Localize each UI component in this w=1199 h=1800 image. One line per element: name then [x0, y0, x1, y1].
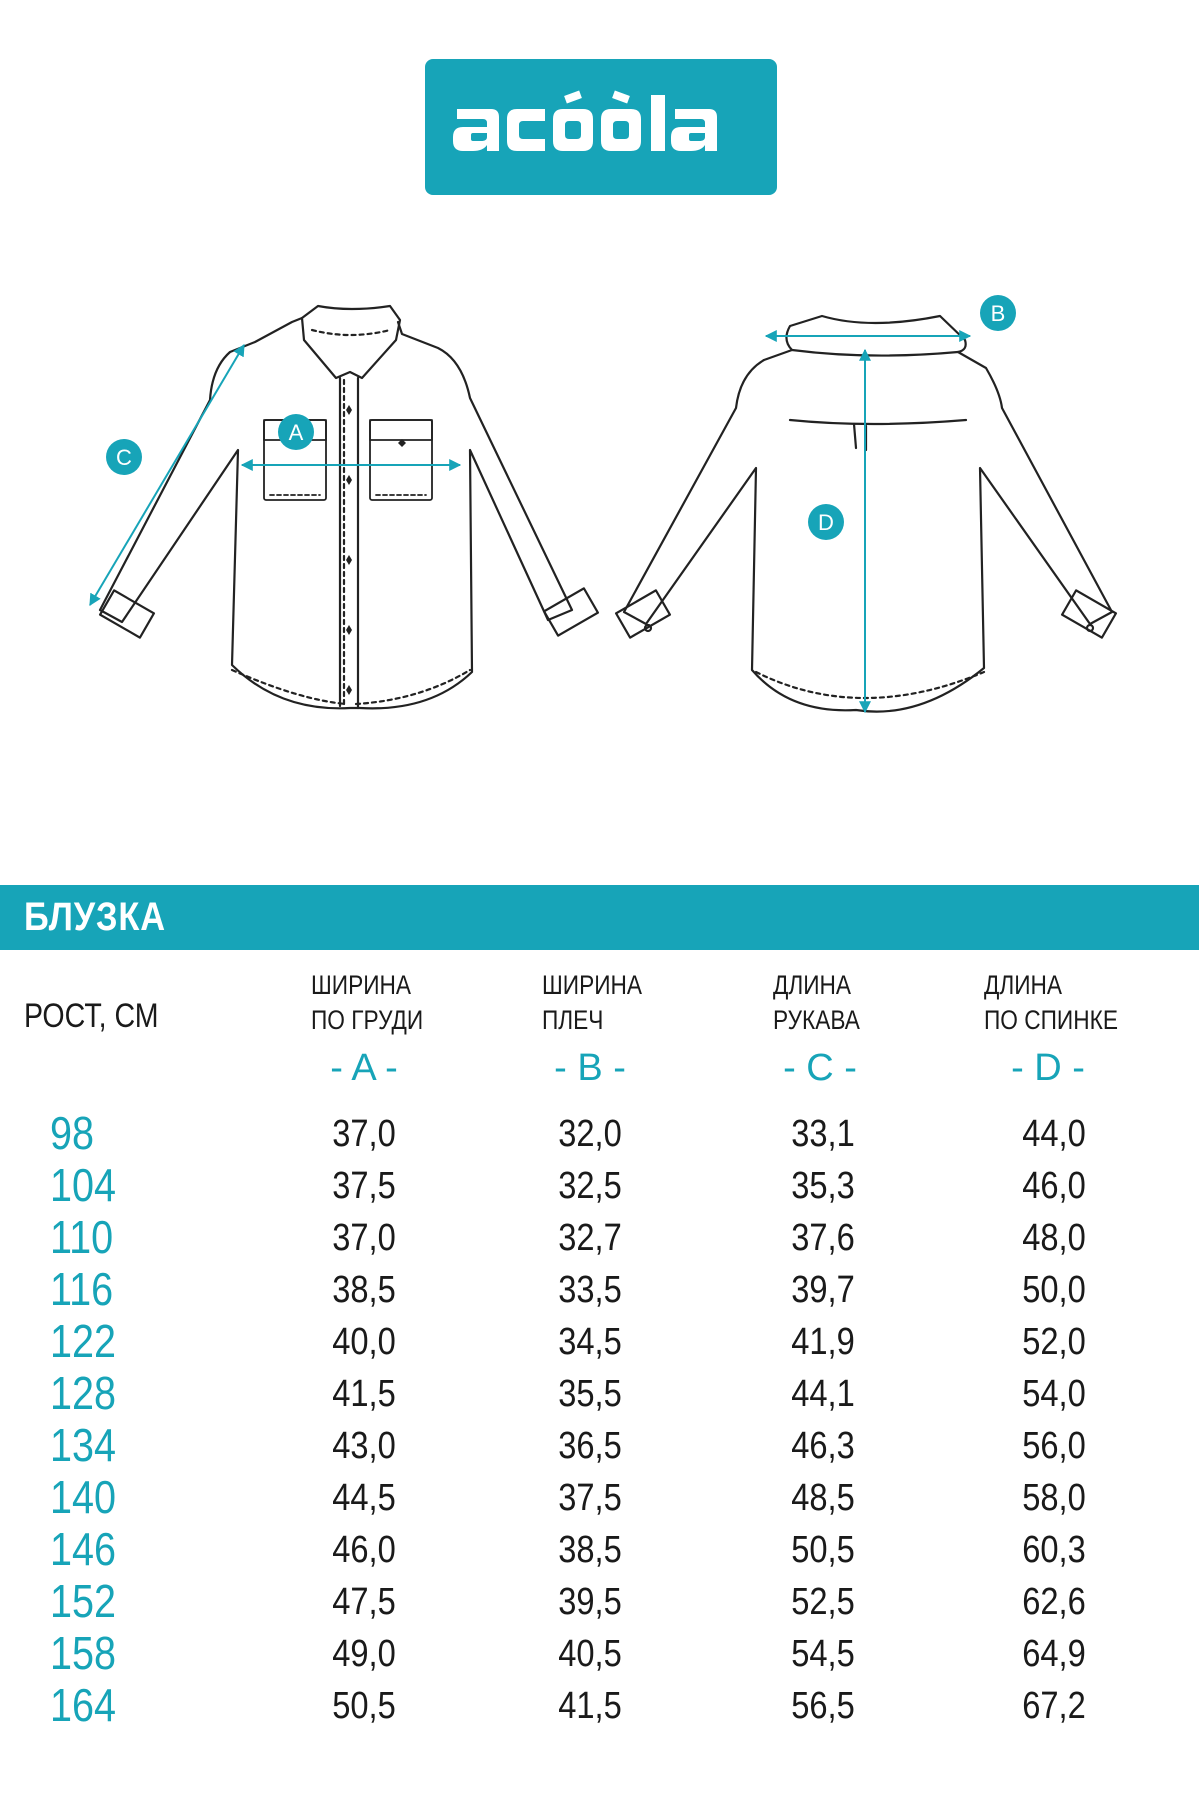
- row-value-b: 39,5: [558, 1581, 622, 1623]
- label-a: A: [288, 420, 304, 445]
- row-value-d: 54,0: [1022, 1373, 1086, 1415]
- col-letter-c: - C -: [783, 1047, 857, 1089]
- row-value-d: 64,9: [1022, 1633, 1086, 1675]
- row-height-cell: 152: [50, 1575, 117, 1627]
- row-value-b: 36,5: [558, 1425, 622, 1467]
- row-value-b: 32,7: [558, 1217, 622, 1259]
- row-value-c: 35,3: [791, 1165, 855, 1207]
- col-header-c-line1: ДЛИНА: [773, 970, 852, 1000]
- row-value-a: 37,5: [332, 1165, 396, 1207]
- col-letter-d: - D -: [1011, 1047, 1085, 1089]
- col-header-a-line1: ШИРИНА: [311, 970, 412, 1000]
- row-height-cell: 134: [50, 1419, 117, 1471]
- row-value-b: 32,0: [558, 1113, 622, 1155]
- label-b: B: [990, 301, 1006, 326]
- col-header-d-line1: ДЛИНА: [984, 970, 1063, 1000]
- row-value-c: 54,5: [791, 1633, 855, 1675]
- row-value-c: 52,5: [791, 1581, 855, 1623]
- table-row: [0, 1108, 1199, 1160]
- table-row: [0, 1212, 1199, 1264]
- row-value-b: 38,5: [558, 1529, 622, 1571]
- row-value-a: 41,5: [332, 1373, 396, 1415]
- row-value-d: 48,0: [1022, 1217, 1086, 1259]
- row-value-a: 43,0: [332, 1425, 396, 1467]
- row-height-cell: 164: [50, 1679, 117, 1731]
- row-value-c: 50,5: [791, 1529, 855, 1571]
- row-height-cell: 104: [50, 1159, 117, 1211]
- row-value-d: 67,2: [1022, 1685, 1086, 1727]
- row-value-c: 39,7: [791, 1269, 855, 1311]
- table-row: [0, 1160, 1199, 1212]
- row-value-a: 50,5: [332, 1685, 396, 1727]
- table-row: [0, 1420, 1199, 1472]
- table-row: [0, 1524, 1199, 1576]
- row-value-a: 46,0: [332, 1529, 396, 1571]
- row-value-c: 41,9: [791, 1321, 855, 1363]
- row-value-d: 50,0: [1022, 1269, 1086, 1311]
- row-value-c: 37,6: [791, 1217, 855, 1259]
- row-value-d: 60,3: [1022, 1529, 1086, 1571]
- row-height-cell: 140: [50, 1471, 117, 1523]
- row-value-c: 48,5: [791, 1477, 855, 1519]
- row-value-a: 49,0: [332, 1633, 396, 1675]
- row-value-b: 32,5: [558, 1165, 622, 1207]
- row-value-b: 40,5: [558, 1633, 622, 1675]
- product-banner: [0, 885, 1199, 950]
- col-header-d-line2: ПО СПИНКЕ: [984, 1005, 1118, 1035]
- table-row: [0, 1316, 1199, 1368]
- row-height-cell: 116: [50, 1263, 114, 1315]
- front-view: [100, 306, 598, 708]
- col-letter-b: - B -: [554, 1047, 626, 1089]
- col-header-d: [984, 968, 1118, 1038]
- row-value-d: 52,0: [1022, 1321, 1086, 1363]
- row-height-cell: 110: [50, 1211, 114, 1263]
- col-header-c-line2: РУКАВА: [773, 1005, 860, 1035]
- brand-logo: [425, 59, 777, 195]
- col-header-b-line1: ШИРИНА: [542, 970, 643, 1000]
- row-value-c: 46,3: [791, 1425, 855, 1467]
- table-row: [0, 1264, 1199, 1316]
- row-value-d: 46,0: [1022, 1165, 1086, 1207]
- row-value-a: 37,0: [332, 1113, 396, 1155]
- product-title: БЛУЗКА: [24, 895, 166, 939]
- row-value-a: 44,5: [332, 1477, 396, 1519]
- garment-diagram: [0, 280, 1199, 740]
- row-value-b: 37,5: [558, 1477, 622, 1519]
- row-value-d: 56,0: [1022, 1425, 1086, 1467]
- row-height-cell: 122: [50, 1315, 117, 1367]
- row-value-c: 44,1: [791, 1373, 855, 1415]
- col-header-b-line2: ПЛЕЧ: [542, 1005, 604, 1035]
- col-letter-a: - A -: [330, 1047, 398, 1089]
- row-value-c: 56,5: [791, 1685, 855, 1727]
- row-value-d: 58,0: [1022, 1477, 1086, 1519]
- row-value-a: 38,5: [332, 1269, 396, 1311]
- table-row: [0, 1368, 1199, 1420]
- row-value-a: 47,5: [332, 1581, 396, 1623]
- row-value-b: 35,5: [558, 1373, 622, 1415]
- row-height-cell: 128: [50, 1367, 117, 1419]
- height-header: РОСТ, СМ: [24, 997, 159, 1035]
- col-header-a: [311, 968, 423, 1038]
- table-row: [0, 1472, 1199, 1524]
- col-header-a-line2: ПО ГРУДИ: [311, 1005, 424, 1035]
- row-height-cell: 98: [50, 1107, 95, 1159]
- label-d: D: [818, 510, 834, 535]
- row-value-d: 62,6: [1022, 1581, 1086, 1623]
- row-value-a: 37,0: [332, 1217, 396, 1259]
- table-row: [0, 1680, 1199, 1732]
- row-value-b: 41,5: [558, 1685, 622, 1727]
- row-value-b: 34,5: [558, 1321, 622, 1363]
- row-height-cell: 158: [50, 1627, 117, 1679]
- table-row: [0, 1576, 1199, 1628]
- label-c: C: [116, 445, 132, 470]
- row-height-cell: 146: [50, 1523, 117, 1575]
- col-header-b: [542, 968, 642, 1038]
- row-value-d: 44,0: [1022, 1113, 1086, 1155]
- table-row: [0, 1628, 1199, 1680]
- col-header-c: [773, 968, 860, 1038]
- row-value-a: 40,0: [332, 1321, 396, 1363]
- row-value-c: 33,1: [791, 1113, 855, 1155]
- row-value-b: 33,5: [558, 1269, 622, 1311]
